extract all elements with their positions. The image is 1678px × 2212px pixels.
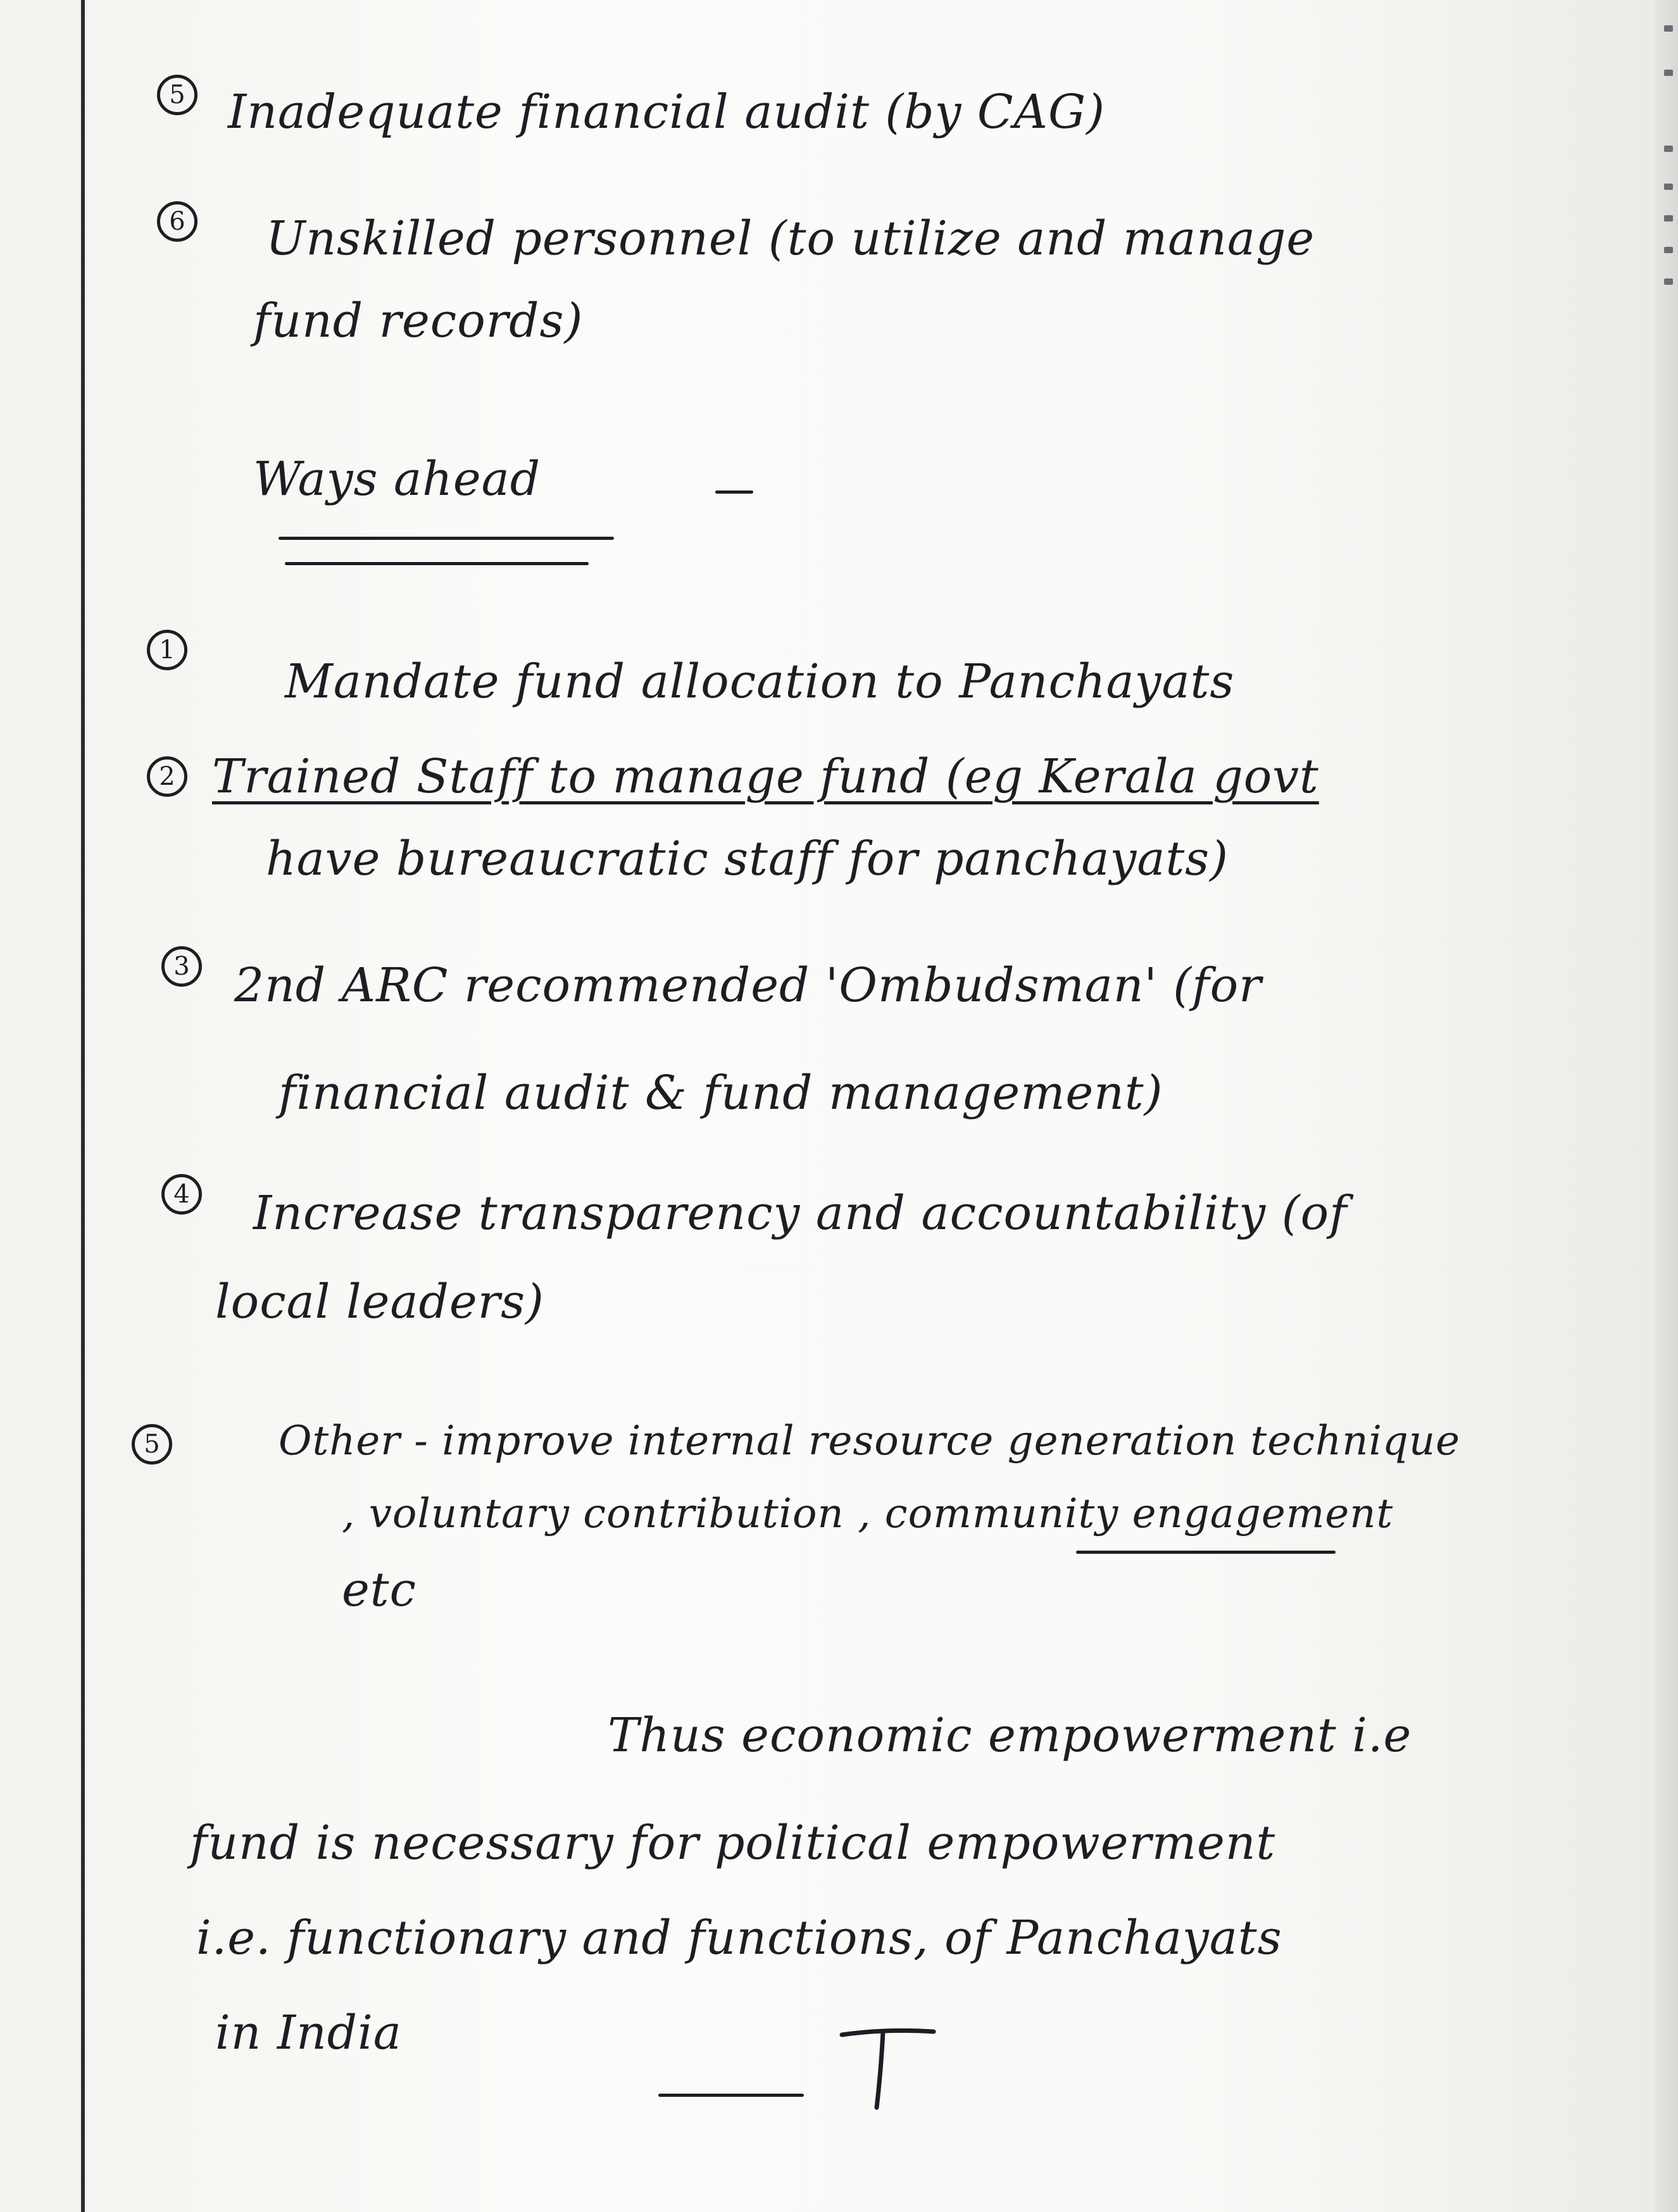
point-number-4: 4 [161, 1174, 202, 1215]
text-line-mandate: Mandate fund allocation to Panchayats [285, 654, 1235, 709]
point-number-5: 5 [157, 75, 197, 115]
text-line-trained-staff: Trained Staff to manage fund (eg Kerala govt [212, 749, 1319, 804]
point-number-2: 2 [147, 756, 187, 797]
engagement-underline [1076, 1551, 1336, 1554]
edge-mark [1664, 70, 1673, 76]
point-number-3: 3 [161, 946, 202, 987]
text-line-fund-necessary: fund is necessary for political empowerment [190, 1816, 1276, 1870]
heading-dash [715, 491, 753, 494]
text-line-voluntary: , voluntary contribution , community engagement [342, 1490, 1394, 1537]
edge-mark [1664, 278, 1673, 285]
text-line-fund-records: fund records) [253, 294, 584, 348]
margin-line [81, 0, 85, 2212]
edge-mark [1664, 184, 1673, 190]
heading-ways-ahead: Ways ahead [253, 452, 541, 506]
edge-mark [1664, 25, 1673, 32]
text-line-local-leaders: local leaders) [215, 1275, 544, 1329]
point-number-6: 6 [157, 201, 197, 242]
text-line-financial-audit: financial audit & fund management) [279, 1066, 1163, 1120]
text-line-inadequate-audit: Inadequate financial audit (by CAG) [228, 85, 1105, 139]
text-line-transparency: Increase transparency and accountability (of [253, 1186, 1348, 1240]
text-line-functionary: i.e. functionary and functions, of Panchayats [196, 1911, 1282, 1965]
text-line-bureaucratic: have bureaucratic staff for panchayats) [266, 832, 1229, 886]
text-line-other: Other - improve internal resource generation technique [279, 1418, 1460, 1465]
edge-mark [1664, 247, 1673, 253]
adjacent-page-edge [1655, 0, 1678, 2212]
text-line-arc: 2nd ARC recommended 'Ombudsman' (for [234, 958, 1262, 1013]
point-number-1: 1 [147, 630, 187, 670]
edge-mark [1664, 215, 1673, 222]
end-line [658, 2094, 804, 2097]
edge-mark [1664, 146, 1673, 152]
text-line-thus: Thus economic empowerment i.e [608, 1708, 1412, 1763]
point-number-5-other: 5 [132, 1424, 172, 1465]
end-t-mark [823, 2013, 949, 2114]
text-line-etc: etc [342, 1563, 416, 1617]
heading-underline [279, 537, 614, 540]
text-line-in-india: in India [215, 2006, 402, 2060]
text-line-unskilled: Unskilled personnel (to utilize and manage [266, 211, 1315, 266]
heading-underline-2 [285, 562, 589, 565]
